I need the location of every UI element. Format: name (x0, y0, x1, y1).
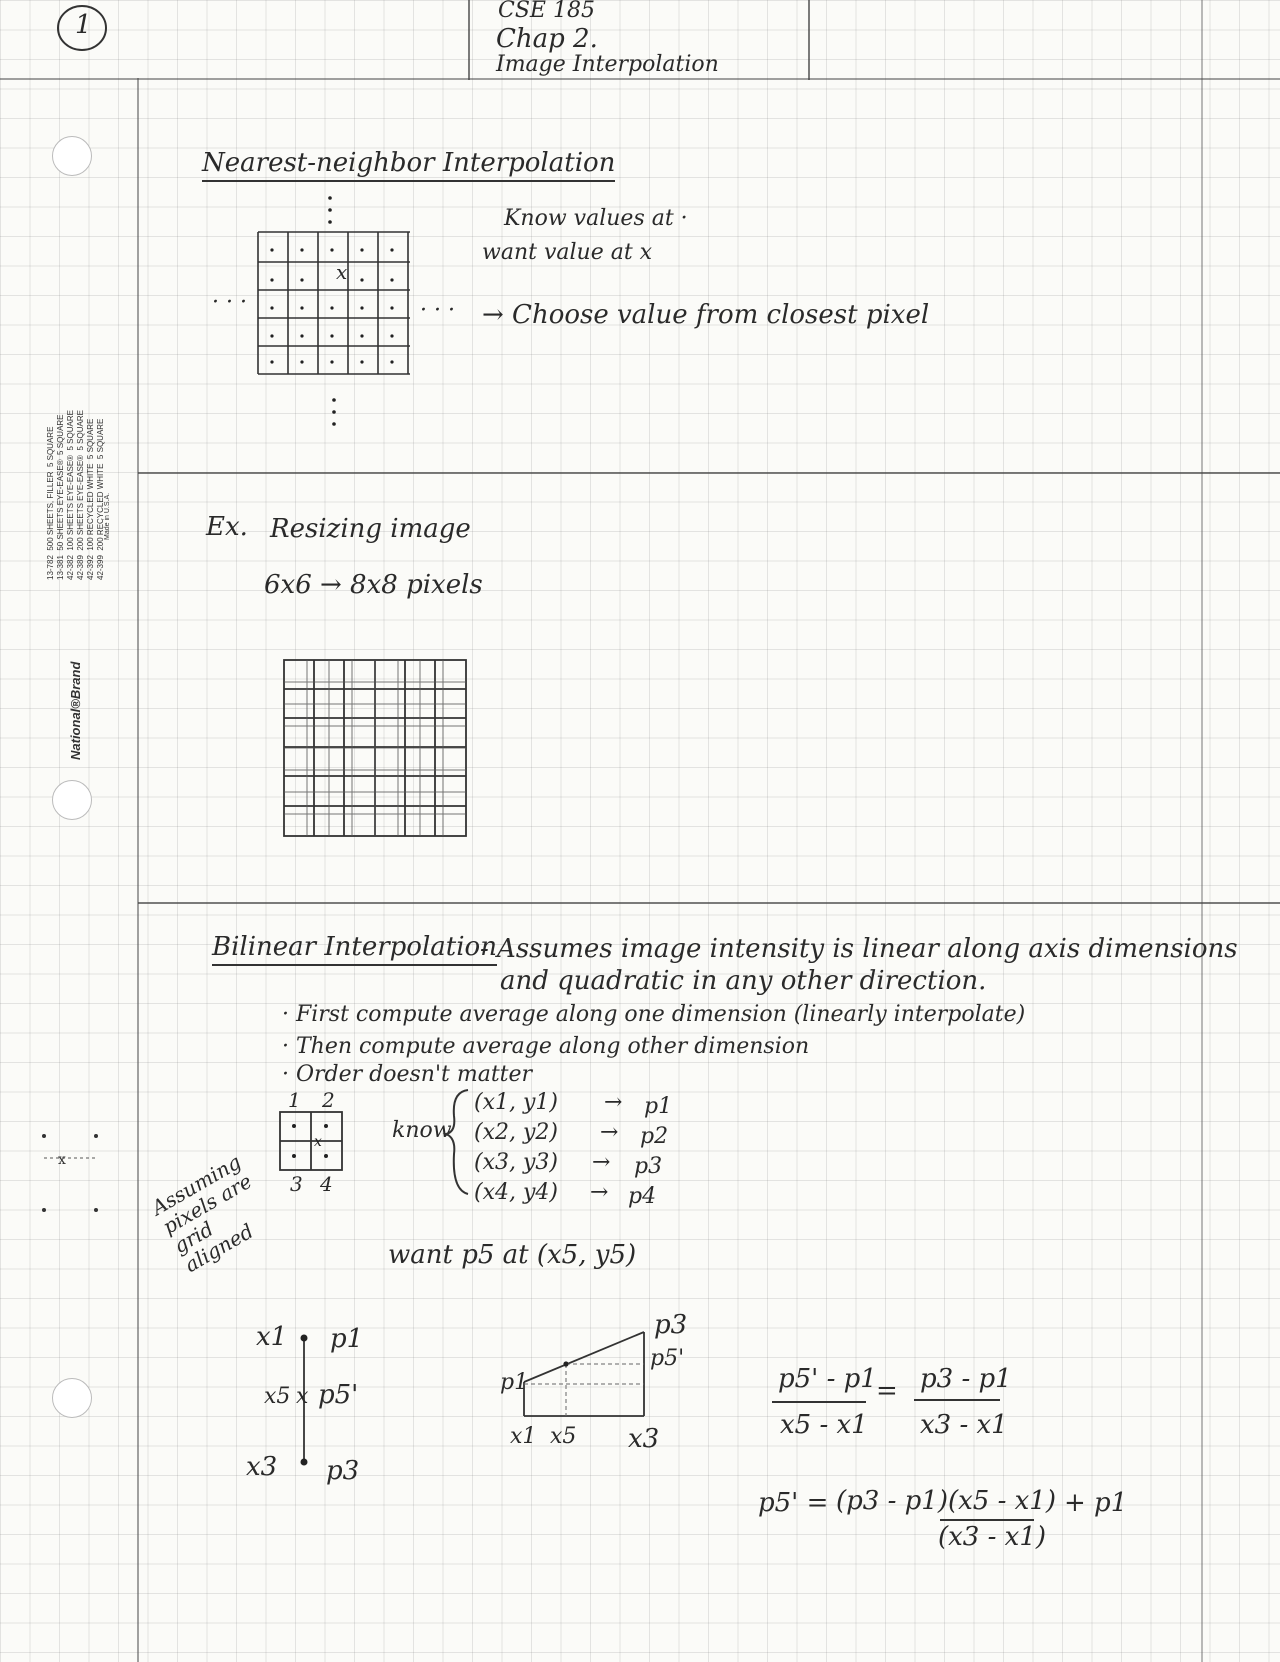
bilinear-bullet-order: · Order doesn't matter (282, 1062, 533, 1087)
brand-name: National®Brand (68, 661, 83, 760)
known-arrow-3: → (592, 1150, 611, 1175)
line-x1: x1 (256, 1322, 288, 1352)
example-size: 6x6 → 8x8 pixels (264, 570, 483, 600)
nearest-ellipsis-left: · · · (212, 290, 247, 315)
known-coord-2: (x2, y2) (474, 1120, 558, 1145)
line-p1: p1 (330, 1324, 364, 1354)
result-plus-p1: + p1 (1064, 1488, 1128, 1518)
known-value-1: p1 (644, 1094, 673, 1119)
svg-text:x: x (58, 1152, 66, 1168)
ratio-equals: = (876, 1376, 898, 1406)
known-value-2: p2 (640, 1124, 669, 1149)
triangle-p3: p3 (654, 1310, 688, 1340)
known-value-3: p3 (634, 1154, 663, 1179)
triangle-x1: x1 (510, 1424, 537, 1449)
brand-codes: 13-782 500 SHEETS, FILLER 5 SQUARE 13-381 50 SHEETS EYE-EASE® 5 SQUARE 42-382 100 SHEETS EYE-EASE® 5 SQUARE 42-389 200 SHEETS EYE-EASE® 5 SQUARE 42-392 100 RECYCLED WHITE 5 SQUARE 42-399 200 RECYCLED WHITE 5 SQUARE (46, 410, 105, 580)
result-numerator: (p3 - p1)(x5 - x1) (836, 1486, 1056, 1516)
chapter-label: Chap 2. (496, 24, 598, 54)
example-title: Resizing image (270, 514, 471, 544)
svg-text:x: x (314, 1134, 322, 1150)
known-arrow-1: → (604, 1090, 623, 1115)
result-lhs: p5' = (758, 1488, 829, 1518)
corner-label-4: 4 (320, 1172, 333, 1196)
known-coord-4: (x4, y4) (474, 1180, 558, 1205)
line-p5-prime: p5' (318, 1380, 359, 1410)
triangle-x5: x5 (550, 1424, 577, 1449)
course-code: CSE 185 (498, 0, 595, 23)
known-coord-3: (x3, y3) (474, 1150, 558, 1175)
want-p5: want p5 at (x5, y5) (388, 1240, 637, 1270)
example-label: Ex. (206, 512, 248, 542)
grid-aligned-note: Assuming pixels are grid aligned (147, 1149, 258, 1278)
corner-label-3: 3 (290, 1172, 303, 1196)
ratio-numerator-left: p5' - p1 (778, 1364, 877, 1394)
nearest-know-values: Know values at · (504, 206, 688, 231)
ratio-denominator-left: x5 - x1 (780, 1410, 868, 1440)
known-arrow-4: → (590, 1180, 609, 1205)
nearest-choose-closest: → Choose value from closest pixel (482, 300, 930, 330)
known-arrow-2: → (600, 1120, 619, 1145)
corner-label-2: 2 (322, 1088, 335, 1112)
nearest-title: Nearest-neighbor Interpolation (202, 148, 615, 182)
nearest-unknown-marker: x (336, 260, 348, 284)
nearest-ellipsis-right: · · · (420, 298, 455, 323)
bilinear-bullet-first: · First compute average along one dimension (linearly interpolate) (282, 1002, 1026, 1027)
bilinear-bullet-then: · Then compute average along other dimension (282, 1034, 810, 1059)
line-x5: x5 (264, 1384, 291, 1409)
line-x-mark: x (296, 1384, 309, 1409)
known-coord-1: (x1, y1) (474, 1090, 558, 1115)
line-x3: x3 (246, 1452, 278, 1482)
bilinear-assumption-line1: - Assumes image intensity is linear along axis dimensions (480, 934, 1238, 964)
triangle-p5-prime: p5' (650, 1346, 685, 1371)
corner-label-1: 1 (288, 1088, 301, 1112)
ratio-numerator-right: p3 - p1 (920, 1364, 1012, 1394)
bilinear-title: Bilinear Interpolation (212, 932, 497, 966)
known-value-4: p4 (628, 1184, 657, 1209)
triangle-x3: x3 (628, 1424, 660, 1454)
line-p3: p3 (326, 1456, 360, 1486)
bilinear-assumption-line2: and quadratic in any other direction. (500, 966, 987, 996)
know-label: know (392, 1118, 452, 1143)
nearest-want-value: want value at x (482, 240, 653, 265)
chapter-topic: Image Interpolation (496, 52, 719, 77)
ratio-denominator-right: x3 - x1 (920, 1410, 1008, 1440)
page-number: 1 (75, 10, 92, 40)
triangle-p1: p1 (500, 1370, 529, 1395)
brand-made-in: Made in U.S.A. (104, 492, 111, 540)
result-denominator: (x3 - x1) (938, 1522, 1047, 1552)
